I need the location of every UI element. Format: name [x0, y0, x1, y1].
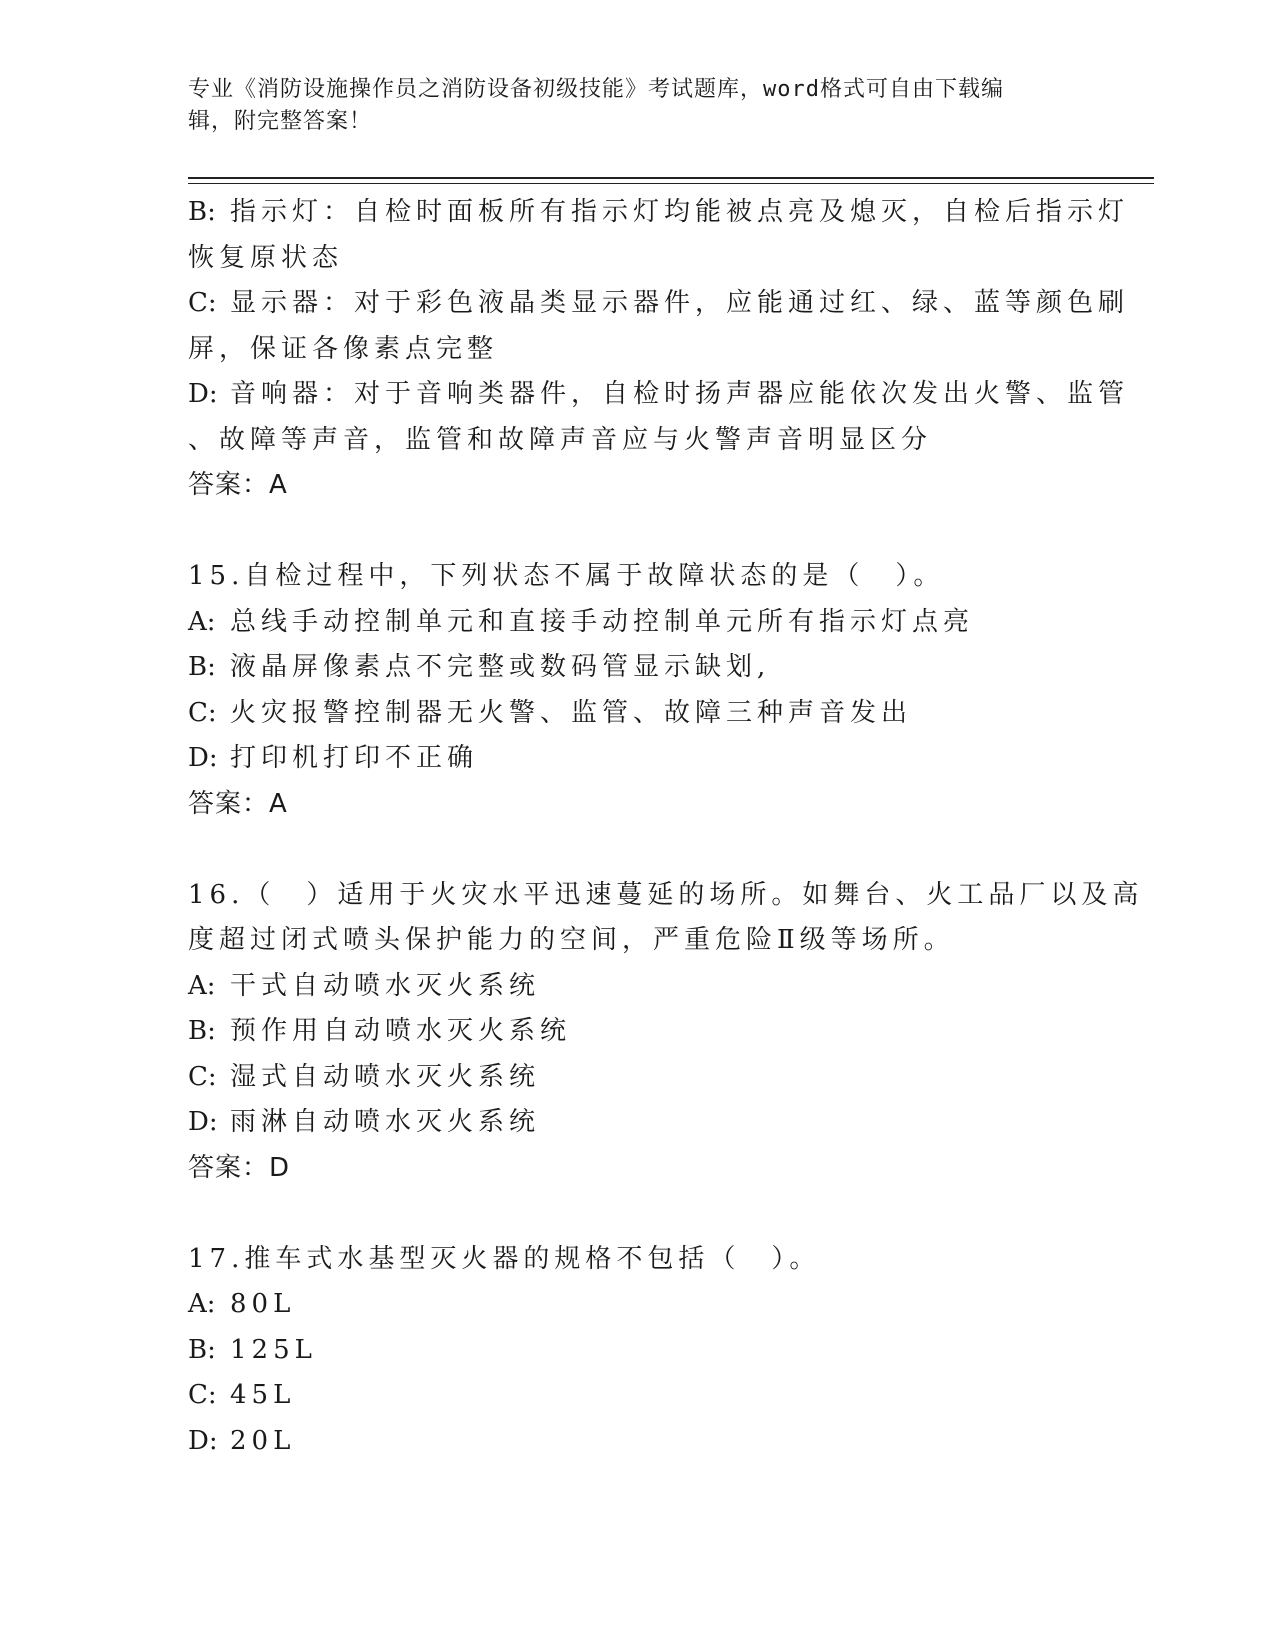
option-a	[188, 964, 1088, 1010]
option-c-continued: 屏，保证各像素点完整	[188, 333, 499, 364]
option-c	[188, 1373, 1088, 1419]
answer: 答案：D	[188, 1152, 291, 1183]
option-d-continued: 、故障等声音，监管和故障声音应与火警声音明显区分	[188, 424, 933, 455]
spacer	[188, 827, 1088, 873]
option-text: 45L	[230, 1380, 296, 1410]
option-label: A:	[188, 970, 216, 1001]
option-label: B:	[188, 652, 216, 682]
option-text: 音响器：对于音响类器件，自检时扬声器应能依次发出火警、监管	[230, 379, 1130, 409]
question-14	[188, 190, 1130, 509]
question-stem: 15.自检过程中，下列状态不属于故障状态的是（ ）。	[188, 561, 945, 591]
option-text: 干式自动喷水灭火系统	[230, 970, 541, 1001]
question-15	[188, 554, 1088, 827]
answer: 答案：A	[188, 470, 288, 500]
document-body	[188, 190, 1144, 1464]
option-c	[188, 691, 1088, 737]
option-label: A:	[188, 1289, 216, 1319]
option-d	[188, 736, 1088, 782]
option-a	[188, 1282, 1088, 1328]
document-header	[188, 74, 1068, 138]
option-text: 预作用自动喷水灭火系统	[230, 1016, 572, 1046]
option-b	[188, 1328, 1088, 1374]
option-text: 20L	[230, 1425, 296, 1456]
question-stem: 17.推车式水基型灭火器的规格不包括（ ）。	[188, 1243, 821, 1274]
option-label: A:	[188, 606, 216, 637]
answer: 答案：A	[188, 788, 288, 819]
option-label: B:	[188, 1016, 216, 1046]
question-stem: 16.（ ）适用于火灾水平迅速蔓延的场所。如舞台、火工品厂以及高	[188, 879, 1144, 910]
question-stem-continued: 度超过闭式喷头保护能力的空间，严重危险Ⅱ级等场所。	[188, 925, 955, 955]
option-label: C:	[188, 288, 217, 318]
option-b-continued: 恢复原状态	[188, 242, 344, 273]
header-divider-thin	[188, 183, 1154, 184]
spacer	[188, 1191, 1088, 1237]
option-a	[188, 600, 1088, 646]
option-c	[188, 1055, 1088, 1101]
option-d	[188, 372, 1130, 418]
option-label: B:	[188, 1334, 216, 1365]
option-label: C:	[188, 697, 217, 728]
option-label: D:	[188, 743, 218, 773]
option-text: 125L	[230, 1334, 317, 1365]
option-b	[188, 1009, 1088, 1055]
option-text: 湿式自动喷水灭火系统	[230, 1061, 541, 1092]
option-label: D:	[188, 1107, 218, 1137]
option-text: 总线手动控制单元和直接手动控制单元所有指示灯点亮	[230, 606, 975, 637]
header-line-1: 专业《消防设施操作员之消防设备初级技能》考试题库，word格式可自由下载编	[188, 77, 1004, 102]
spacer	[188, 509, 1088, 555]
option-text: 80L	[230, 1289, 296, 1319]
option-d	[188, 1419, 1088, 1465]
option-text: 指示灯：自检时面板所有指示灯均能被点亮及熄灭，自检后指示灯	[230, 197, 1130, 227]
question-17	[188, 1237, 1088, 1465]
option-label: D:	[188, 1425, 218, 1456]
option-d	[188, 1100, 1088, 1146]
option-text: 雨淋自动喷水灭火系统	[230, 1107, 541, 1137]
option-label: B:	[188, 197, 216, 227]
option-text: 打印机打印不正确	[230, 743, 479, 773]
option-label: C:	[188, 1380, 217, 1410]
question-16	[188, 873, 1144, 1192]
header-divider-thick	[188, 177, 1154, 179]
option-label: C:	[188, 1061, 217, 1092]
option-text: 液晶屏像素点不完整或数码管显示缺划,	[230, 652, 771, 682]
option-text: 显示器：对于彩色液晶类显示器件，应能通过红、绿、蓝等颜色刷	[230, 288, 1130, 318]
option-b	[188, 190, 1130, 236]
header-line-2: 辑，附完整答案！	[188, 109, 373, 134]
option-label: D:	[188, 379, 218, 409]
option-c	[188, 281, 1130, 327]
option-b	[188, 645, 1088, 691]
option-text: 火灾报警控制器无火警、监管、故障三种声音发出	[230, 697, 913, 728]
